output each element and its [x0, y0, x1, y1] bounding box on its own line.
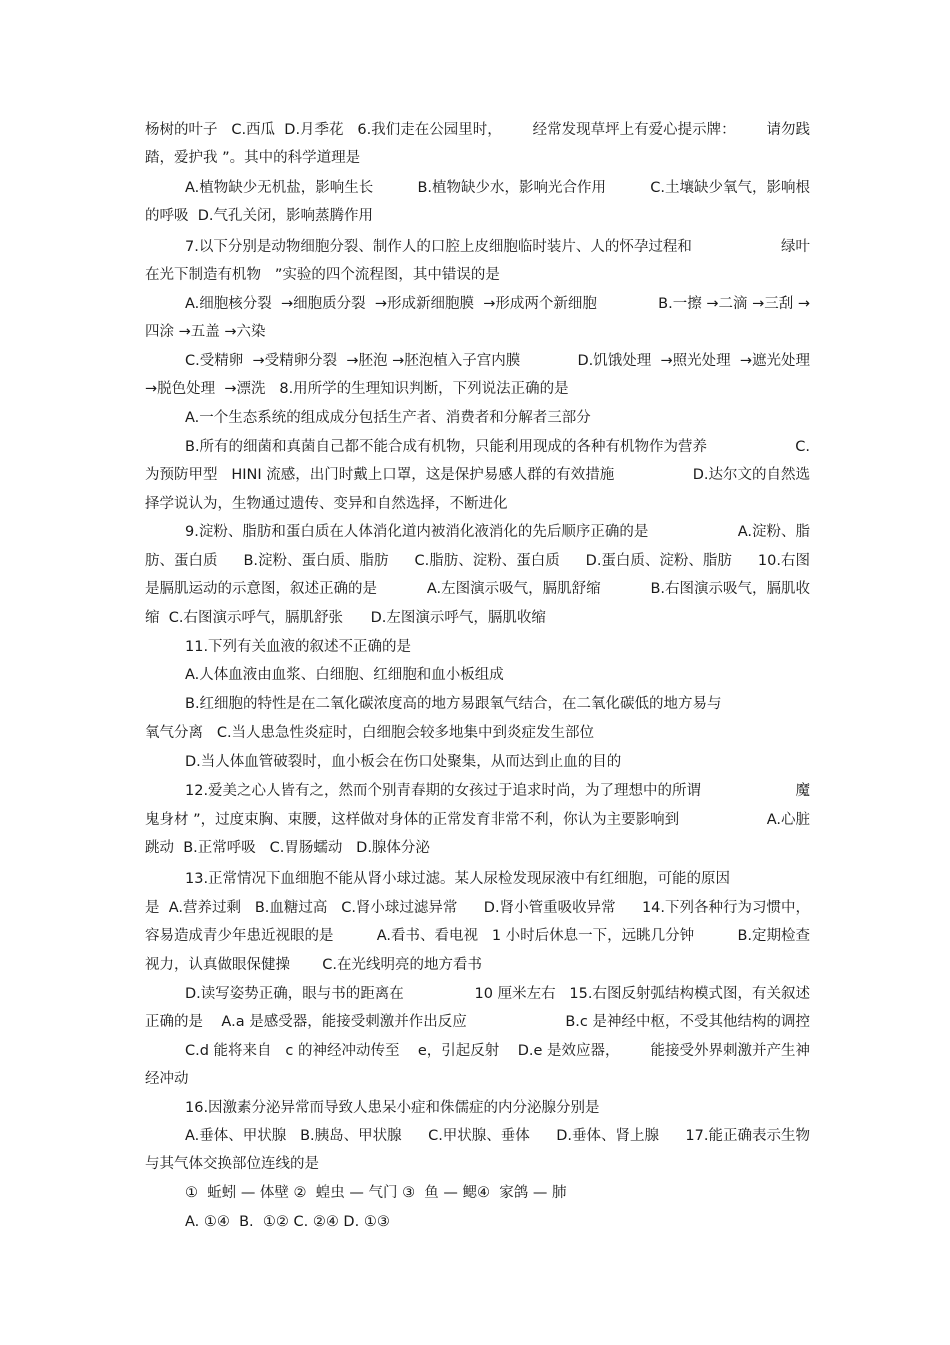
text-line — [145, 379, 810, 401]
text-segment: 10.右图 — [757, 553, 810, 569]
text-segment: 踏，爱护我 ”。其中的科学道理是 — [145, 150, 361, 166]
text-line — [185, 984, 810, 1006]
text-segment: 12.爱美之心人皆有之，然而个别青春期的女孩过于追求时尚，为了理想中的所谓 — [185, 783, 702, 799]
text-line — [145, 322, 810, 344]
text-line — [145, 465, 810, 487]
text-line — [185, 437, 810, 459]
text-segment: 跳动 B.正常呼吸 C.胃肠蠕动 D.腺体分泌 — [145, 840, 430, 856]
text-segment: A.细胞核分裂 →细胞质分裂 →形成新细胞膜 →形成两个新细胞 — [185, 296, 597, 312]
text-segment: 容易造成青少年患近视眼的是 — [145, 928, 334, 944]
text-segment: 经常发现草坪上有爱心提示牌： — [532, 122, 736, 138]
text-segment: A. ①④ B. ①② C. ②④ D. ①③ — [185, 1214, 390, 1230]
text-segment: C.d 能将来自 c 的神经冲动传至 e，引起反射 D.e 是效应器， — [185, 1043, 620, 1059]
text-segment: B.所有的细菌和真菌自己都不能合成有机物，只能利用现成的各种有机物作为营养 — [185, 439, 708, 455]
text-segment: 请勿践 — [766, 122, 810, 138]
text-line — [145, 206, 810, 228]
text-segment: 13.正常情况下血细胞不能从肾小球过滤。某人尿检发现尿液中有红细胞，可能的原因 — [185, 871, 731, 887]
text-segment: →脱色处理 →漂洗 8.用所学的生理知识判断，下列说法正确的是 — [145, 381, 569, 397]
text-segment: A.人体血液由血浆、白细胞、红细胞和血小板组成 — [185, 667, 504, 683]
text-segment: 肪、蛋白质 — [145, 553, 218, 569]
text-segment: 7.以下分别是动物细胞分裂、制作人的口腔上皮细胞临时装片、人的怀孕过程和 — [185, 239, 692, 255]
text-segment: 视力，认真做眼保健操 C.在光线明亮的地方看书 — [145, 957, 482, 973]
text-segment: 在光下制造有机物 ”实验的四个流程图，其中错误的是 — [145, 267, 500, 283]
text-line — [145, 494, 810, 516]
text-segment: A.植物缺少无机盐，影响生长 — [185, 180, 374, 196]
text-segment: 鬼身材 ”，过度束胸、束腰，这样做对身体的正常发育非常不利，你认为主要影响到 — [145, 812, 680, 828]
text-segment: 的呼吸 D.气孔关闭，影响蒸腾作用 — [145, 208, 373, 224]
text-line — [145, 265, 810, 287]
text-segment: A.心脏 — [766, 812, 810, 828]
text-segment: B.红细胞的特性是在二氧化碳浓度高的地方易跟氧气结合，在二氧化碳低的地方易与 — [185, 696, 722, 712]
text-segment: C.受精卵 →受精卵分裂 →胚泡 →胚泡植入子宫内膜 — [185, 353, 521, 369]
text-line — [145, 608, 810, 630]
text-line — [185, 694, 810, 716]
text-segment: B.淀粉、蛋白质、脂肪 — [243, 553, 389, 569]
text-segment: D.当人体血管破裂时，血小板会在伤口处聚集，从而达到止血的目的 — [185, 754, 622, 770]
text-line — [185, 1183, 810, 1205]
text-line — [185, 178, 810, 200]
text-line — [145, 1154, 810, 1176]
text-segment: B.植物缺少水，影响光合作用 — [417, 180, 607, 196]
text-segment: B.定期检查 — [737, 928, 810, 944]
text-segment: C.甲状腺、垂体 — [428, 1128, 530, 1144]
text-segment: A.垂体、甲状腺 B.胰岛、甲状腺 — [185, 1128, 402, 1144]
text-segment: C. — [795, 439, 810, 455]
text-segment: 11.下列有关血液的叙述不正确的是 — [185, 639, 412, 655]
text-line — [185, 1098, 810, 1120]
text-segment: B.一擦 →二滴 →三刮 → — [658, 296, 810, 312]
text-line — [145, 120, 810, 142]
text-segment: 17.能正确表示生物 — [685, 1128, 810, 1144]
text-line — [185, 522, 810, 544]
text-segment: 绿叶 — [781, 239, 810, 255]
text-segment: 正确的是 A.a 是感受器，能接受刺激并作出反应 — [145, 1014, 467, 1030]
text-line — [185, 1126, 810, 1148]
text-segment: 择学说认为，生物通过遗传、变异和自然选择，不断进化 — [145, 496, 508, 512]
text-segment: 魔 — [795, 783, 810, 799]
text-line — [145, 551, 810, 573]
text-segment: D.饥饿处理 →照光处理 →遮光处理 — [577, 353, 810, 369]
text-segment: 16.因激素分泌异常而导致人患呆小症和侏儒症的内分泌腺分别是 — [185, 1100, 600, 1116]
text-segment: 氧气分离 C.当人患急性炎症时，白细胞会较多地集中到炎症发生部位 — [145, 725, 595, 741]
text-line — [185, 408, 810, 430]
text-line — [145, 810, 810, 832]
text-line — [145, 723, 810, 745]
text-segment: 杨树的叶子 C.西瓜 D.月季花 6.我们走在公园里时， — [145, 122, 502, 138]
text-segment: 14.下列各种行为习惯中， — [641, 900, 810, 916]
text-line — [185, 781, 810, 803]
text-segment: D.肾小管重吸收异常 — [483, 900, 616, 916]
text-segment: D.达尔文的自然选 — [692, 467, 810, 483]
text-segment: 经冲动 — [145, 1071, 189, 1087]
text-segment: A.看书、看电视 1 小时后休息一下，远眺几分钟 — [376, 928, 695, 944]
text-segment: B.c 是神经中枢，不受其他结构的调控 — [565, 1014, 810, 1030]
text-line — [145, 1012, 810, 1034]
text-line — [185, 1041, 810, 1063]
text-segment: D.垂体、肾上腺 — [556, 1128, 659, 1144]
text-line — [185, 237, 810, 259]
text-line — [185, 665, 810, 687]
text-segment: 能接受外界刺激并产生神 — [650, 1043, 810, 1059]
text-line — [185, 294, 810, 316]
text-line — [145, 579, 810, 601]
text-segment: C.土壤缺少氧气，影响根 — [650, 180, 810, 196]
text-line — [185, 637, 810, 659]
text-line — [145, 838, 810, 860]
text-segment: A.淀粉、脂 — [737, 524, 810, 540]
text-line — [145, 926, 810, 948]
text-line — [185, 351, 810, 373]
text-segment: 是膈肌运动的示意图，叙述正确的是 — [145, 581, 377, 597]
text-segment: B.右图演示吸气，膈肌收 — [650, 581, 810, 597]
text-segment: 与其气体交换部位连线的是 — [145, 1156, 319, 1172]
text-segment: A.左图演示吸气，膈肌舒缩 — [426, 581, 601, 597]
text-segment: 为预防甲型 HINI 流感，出门时戴上口罩，这是保护易感人群的有效措施 — [145, 467, 615, 483]
text-line — [145, 148, 810, 170]
text-segment: 缩 C.右图演示呼气，膈肌舒张 D.左图演示呼气，膈肌收缩 — [145, 610, 546, 626]
text-line — [145, 955, 810, 977]
text-segment: C.脂肪、淀粉、蛋白质 — [414, 553, 560, 569]
text-segment: 10 厘米左右 15.右图反射弧结构模式图，有关叙述 — [474, 986, 810, 1002]
text-segment: D.蛋白质、淀粉、脂肪 — [585, 553, 732, 569]
text-line — [185, 752, 810, 774]
text-line — [185, 869, 810, 891]
text-segment: 四涂 →五盖 →六染 — [145, 324, 266, 340]
text-line — [145, 898, 810, 920]
text-line — [185, 1212, 810, 1234]
text-segment: D.读写姿势正确，眼与书的距离在 — [185, 986, 404, 1002]
text-segment: 是 A.营养过剩 B.血糖过高 C.肾小球过滤异常 — [145, 900, 458, 916]
text-segment: ① 蚯蚓 — 体壁 ② 蝗虫 — 气门 ③ 鱼 — 鳃④ 家鸽 — 肺 — [185, 1185, 567, 1201]
text-segment: A.一个生态系统的组成成分包括生产者、消费者和分解者三部分 — [185, 410, 591, 426]
text-line — [145, 1069, 810, 1091]
text-segment: 9.淀粉、脂肪和蛋白质在人体消化道内被消化液消化的先后顺序正确的是 — [185, 524, 649, 540]
